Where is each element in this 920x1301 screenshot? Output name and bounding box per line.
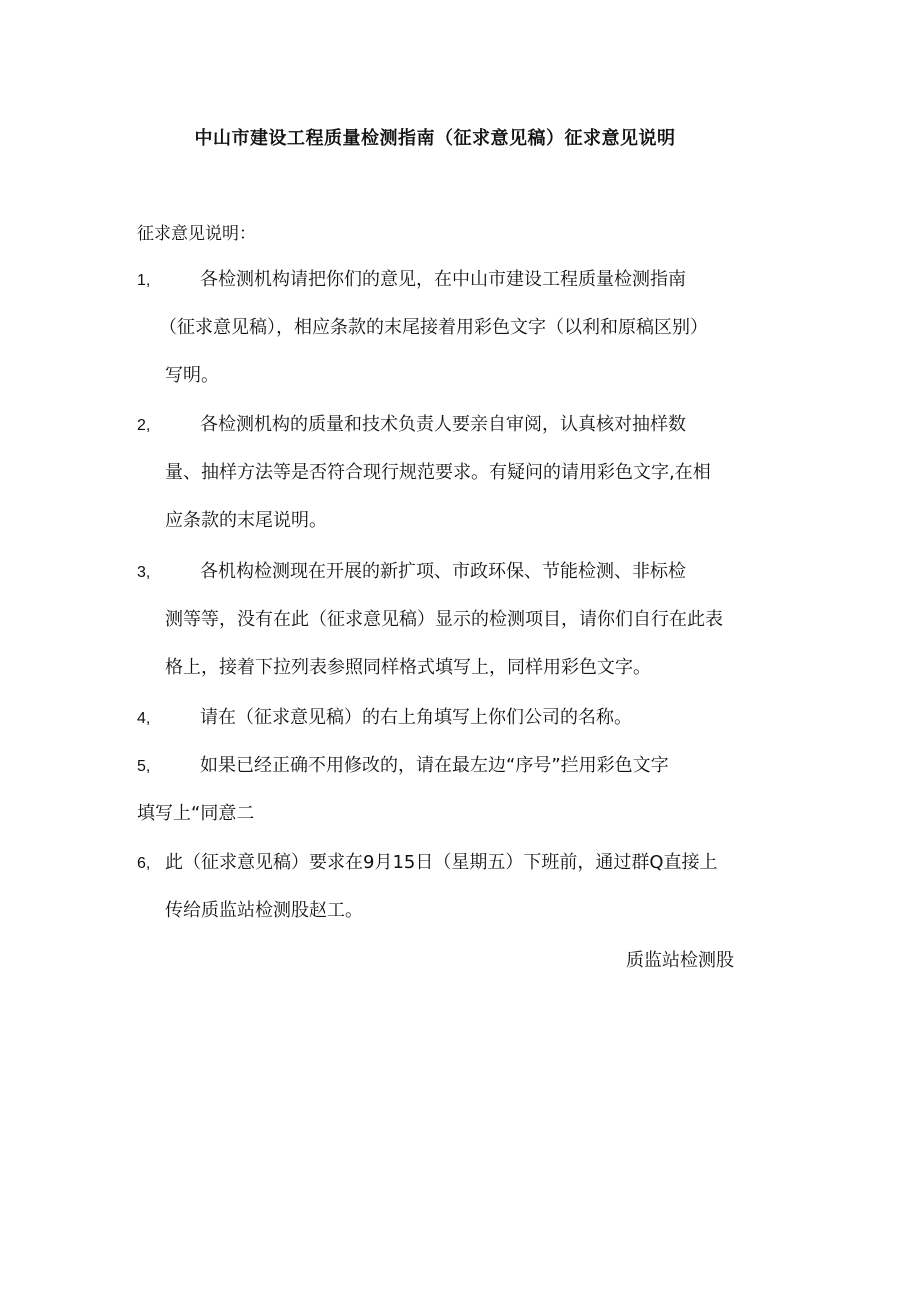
list-item-1 <box>137 268 797 412</box>
item-text-line: 请在（征求意见稿）的右上角填写上你们公司的名称。 <box>200 707 632 728</box>
list-item-3 <box>137 560 797 704</box>
item-number: 2, <box>137 417 151 434</box>
item-number: 6, <box>137 855 151 872</box>
list-item-2 <box>137 413 797 557</box>
item-text-line: 各检测机构的质量和技术负责人要亲自审阅，认真核对抽样数 <box>200 414 686 435</box>
item-text-line: 各机构检测现在开展的新扩项、市政环保、节能检测、非标检 <box>200 561 686 582</box>
item-text-line: 测等等，没有在此（征求意见稿）显示的检测项目，请你们自行在此表 <box>165 609 723 630</box>
item-text-line: 如果已经正确不用修改的，请在最左边“序号”拦用彩色文字 <box>200 755 669 776</box>
list-item-4 <box>137 706 797 754</box>
item-number: 4, <box>137 710 151 727</box>
document-title: 中山市建设工程质量检测指南（征求意见稿）征求意见说明 <box>194 128 676 149</box>
item-number: 5, <box>137 758 151 775</box>
item-text-line: 各检测机构请把你们的意见，在中山市建设工程质量检测指南 <box>200 269 686 290</box>
item-number: 1, <box>137 272 151 289</box>
item-text-line: 此（征求意见稿）要求在9月15日（星期五）下班前，通过群Q直接上 <box>165 852 718 873</box>
item-text-line: 填写上“同意二 <box>137 803 255 824</box>
item-text-line: 写明。 <box>165 365 219 386</box>
item-text-line: 传给质监站检测股赵工。 <box>165 900 363 921</box>
item-text-line: 量、抽样方法等是否符合现行规范要求。有疑问的请用彩色文字,在相 <box>165 462 711 483</box>
list-item-6 <box>137 851 797 947</box>
item-text-line: 应条款的末尾说明。 <box>165 510 327 531</box>
item-number: 3, <box>137 564 151 581</box>
item-text-line: 格上，接着下拉列表参照同样格式填写上，同样用彩色文字。 <box>165 657 651 678</box>
list-item-5 <box>137 754 797 850</box>
item-text-line: （征求意见稿），相应条款的末尾接着用彩色文字（以利和原稿区别） <box>159 317 708 338</box>
signature: 质监站检测股 <box>626 950 734 971</box>
intro-heading: 征求意见说明： <box>137 224 256 244</box>
